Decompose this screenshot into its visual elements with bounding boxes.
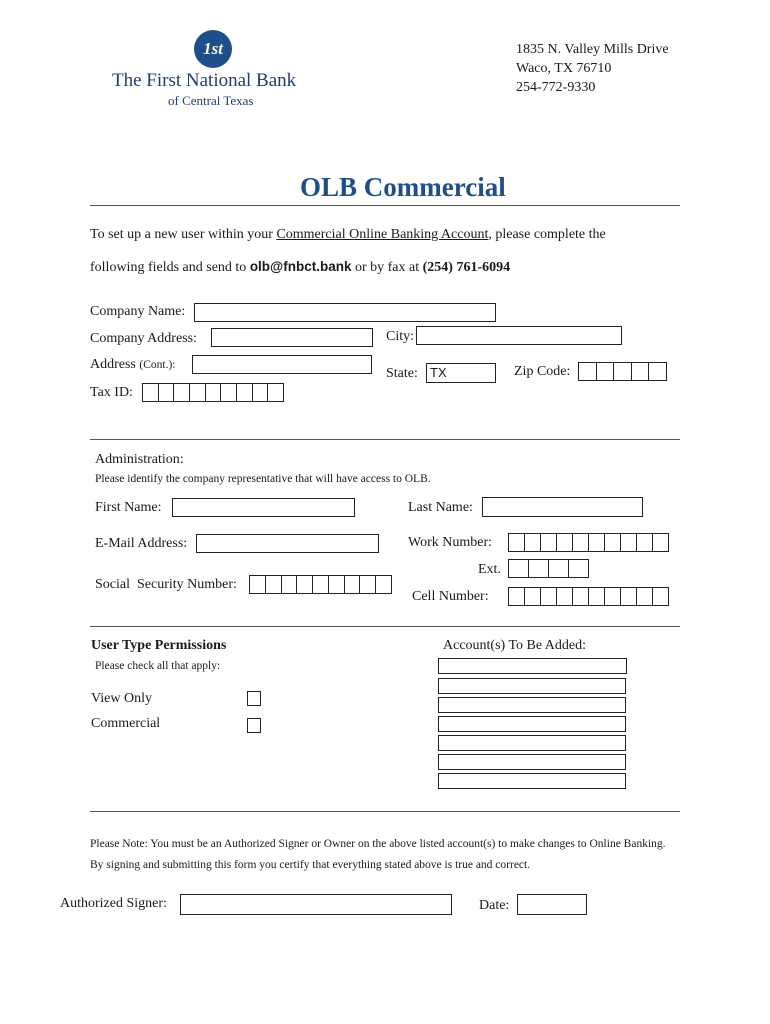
account-field-7[interactable] [438, 773, 626, 789]
account-field-1[interactable] [438, 658, 627, 674]
account-field-4[interactable] [438, 716, 626, 732]
administration-note: Please identify the company representative that will have access to OLB. [95, 473, 431, 485]
ext-label: Ext. [478, 562, 501, 577]
zip-code-label: Zip Code: [514, 364, 571, 379]
address-cont-text: Address [90, 357, 136, 372]
bank-logo [110, 30, 320, 110]
account-field-6[interactable] [438, 754, 626, 770]
company-address-field[interactable] [211, 328, 373, 347]
last-name-label: Last Name: [408, 500, 473, 515]
company-name-field[interactable] [194, 303, 496, 322]
tax-id-field[interactable] [142, 383, 284, 402]
ssn-label [95, 577, 237, 593]
contact-email[interactable]: olb@fnbct.bank [249, 259, 352, 274]
intro-text-3: following fields and send to [90, 260, 250, 275]
state-label: State: [386, 366, 418, 381]
authorized-signer-label: Authorized Signer: [60, 896, 167, 911]
intro-line-2 [90, 259, 510, 276]
city-label: City: [386, 329, 415, 344]
accounts-heading: Account(s) To Be Added: [443, 638, 587, 653]
phone-number: 254-772-9330 [516, 80, 596, 95]
view-only-label: View Only [91, 691, 152, 706]
first-name-label: First Name: [95, 500, 162, 515]
commercial-label: Commercial [91, 716, 161, 731]
bank-name: The First National Bank [112, 70, 297, 91]
cell-number-field[interactable] [508, 587, 669, 606]
state-field[interactable]: TX [426, 363, 496, 383]
zip-code-field[interactable] [578, 362, 667, 381]
address-cont-field[interactable] [192, 355, 372, 374]
intro-text-4: or by fax at [351, 260, 423, 275]
cell-number-label: Cell Number: [412, 589, 489, 604]
ssn-label-b: Security Number: [137, 577, 237, 592]
ext-field[interactable] [508, 559, 589, 578]
address-line-2: Waco, TX 76710 [516, 61, 612, 76]
section-divider-1 [90, 439, 680, 440]
section-divider-3 [90, 811, 680, 812]
city-field[interactable] [416, 326, 622, 345]
footer-note-1: Please Note: You must be an Authorized Signer or Owner on the above listed account(s) to make changes to Online Banking. [90, 838, 666, 850]
ssn-field[interactable] [249, 575, 392, 594]
email-field[interactable] [196, 534, 379, 553]
address-cont-small: (Cont.): [139, 359, 176, 371]
address-cont-label [90, 357, 176, 373]
account-field-3[interactable] [438, 697, 626, 713]
permissions-note: Please check all that apply: [95, 660, 221, 672]
work-number-field[interactable] [508, 533, 669, 552]
administration-heading: Administration: [95, 452, 184, 467]
company-name-label: Company Name: [90, 304, 186, 319]
bank-subtitle: of Central Texas [168, 93, 254, 108]
work-number-label: Work Number: [408, 535, 493, 550]
user-type-permissions-heading: User Type Permissions [91, 638, 227, 653]
intro-line-1 [90, 227, 606, 243]
address-line-1: 1835 N. Valley Mills Drive [516, 42, 669, 57]
ssn-label-a: Social [95, 577, 130, 592]
account-field-5[interactable] [438, 735, 626, 751]
first-name-field[interactable] [172, 498, 355, 517]
page-title: OLB Commercial [300, 172, 506, 202]
tax-id-label: Tax ID: [90, 385, 133, 400]
date-field[interactable] [517, 894, 587, 915]
title-divider [90, 205, 680, 206]
authorized-signer-field[interactable] [180, 894, 452, 915]
email-label: E-Mail Address: [95, 536, 188, 551]
view-only-checkbox[interactable] [247, 691, 261, 706]
commercial-banking-link[interactable]: Commercial Online Banking Account [276, 227, 489, 242]
last-name-field[interactable] [482, 497, 643, 517]
company-address-label: Company Address: [90, 331, 197, 346]
section-divider-2 [90, 626, 680, 627]
logo-mark-icon: 1st [194, 30, 232, 68]
date-label: Date: [479, 898, 510, 913]
footer-note-2: By signing and submitting this form you certify that everything stated above is true and correct. [90, 859, 531, 871]
intro-text-2: , please complete the [488, 227, 606, 242]
fax-number: (254) 761-6094 [422, 260, 511, 275]
account-field-2[interactable] [438, 678, 626, 694]
commercial-checkbox[interactable] [247, 718, 261, 733]
intro-text-1: To set up a new user within your [90, 227, 277, 242]
